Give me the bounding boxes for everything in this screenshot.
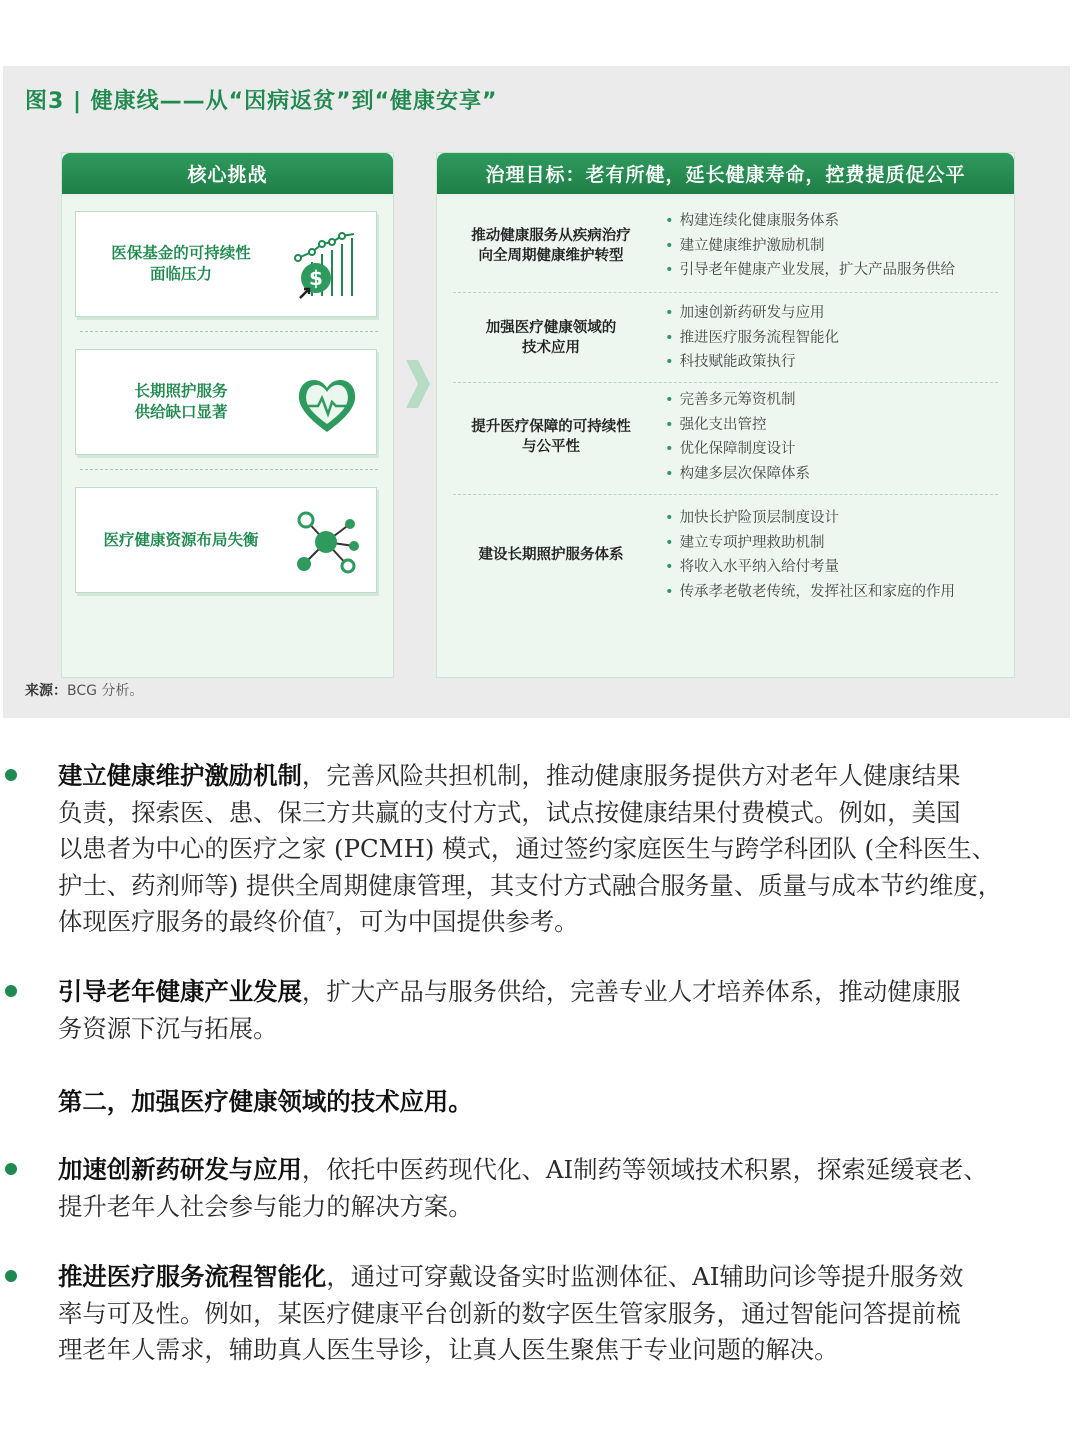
challenges-header: 核心挑战 [62, 153, 393, 197]
paragraph-incentive: 建立健康维护激励机制，完善风险共担机制，推动健康服务提供方对老年人健康结果 负责，探索医、患、保三方共赢的支付方式，试点按健康结果付费模式。例如，美国 以患者为中心的医疗之家 (PCMH) 模式，通过签约家庭医生与跨学科团队 (全科医生、 护士、药剂师等) 提供全周期健康管理，其支付方式融合服务量、质量与成本节约维度， 体现医疗服务的最终价值$^7$，可为中国提供参考。 [58, 761, 1003, 936]
source-label: 来源： [25, 683, 67, 699]
list-item: • 强化支出管控 [665, 416, 767, 433]
challenge-text: 医疗健康资源布局失衡 [103, 530, 259, 549]
divider [80, 469, 378, 470]
chevron-right-icon [402, 358, 432, 410]
figure-panel [3, 66, 1070, 718]
goal-title: 推动健康服务从疾病治疗 向全周期健康维护转型 [471, 228, 631, 264]
goal-items [665, 301, 839, 375]
goals-column [436, 152, 1015, 678]
goal-title: 建设长期照护服务体系 [478, 547, 624, 563]
challenge-card-fund [75, 211, 377, 317]
list-item: • 构建连续化健康服务体系 [665, 213, 840, 230]
challenge-card-resources [75, 487, 377, 593]
list-item: • 加速创新药研发与应用 [665, 305, 825, 322]
footnote-ref[interactable]: 7 [326, 909, 335, 925]
bullet-dot [5, 1163, 17, 1175]
list-item: • 建立健康维护激励机制 [665, 237, 825, 254]
goal-title: 加强医疗健康领域的 技术应用 [485, 320, 617, 356]
network-icon [292, 508, 362, 578]
paragraph-industry: 引导老年健康产业发展，扩大产品与服务供给，完善专业人才培养体系，推动健康服 务资源下沉与拓展。 [58, 977, 961, 1043]
money-growth-icon [292, 232, 362, 302]
paragraph-lead: 推进医疗服务流程智能化 [58, 1262, 327, 1291]
figure-title: 图3 | 健康线——从“因病返贫”到“健康安享” [25, 89, 498, 114]
list-item: • 科技赋能政策执行 [665, 354, 796, 371]
list-item: • 优化保障制度设计 [665, 441, 796, 457]
goal-row [437, 295, 1014, 381]
goal-items [665, 209, 955, 283]
paragraph-lead: 引导老年健康产业发展 [58, 977, 302, 1006]
list-item: • 加快长护险顶层制度设计 [665, 510, 840, 526]
goal-items [665, 506, 955, 604]
goal-title: 提升医疗保障的可持续性 与公平性 [471, 419, 631, 455]
divider [80, 331, 378, 332]
list-item: • 构建多层次保障体系 [665, 465, 811, 482]
source-text: BCG 分析。 [67, 683, 144, 699]
list-item: • 引导老年健康产业发展，扩大产品服务供给 [665, 262, 956, 279]
figure-source [25, 680, 143, 700]
goal-row [437, 499, 1014, 611]
svg-text:$: $ [309, 266, 323, 290]
paragraph-lead: 建立健康维护激励机制 [58, 761, 302, 790]
bullet-dot [5, 769, 17, 781]
challenges-column [61, 152, 394, 678]
divider [453, 382, 998, 383]
section-heading: 第二，加强医疗健康领域的技术应用。 [58, 1087, 473, 1116]
paragraph-drug-rd: 加速创新药研发与应用，依托中医药现代化、AI制药等领域技术积累，探索延缓衰老、 提升老年人社会参与能力的解决方案。 [58, 1155, 988, 1221]
goal-row [437, 203, 1014, 289]
list-item: • 推进医疗服务流程智能化 [665, 329, 840, 346]
paragraph-lead: 加速创新药研发与应用 [58, 1155, 302, 1184]
list-item: • 完善多元筹资机制 [665, 392, 796, 408]
list-item: • 建立专项护理救助机制 [665, 534, 825, 551]
bullet-dot [5, 1270, 17, 1282]
goal-row [437, 385, 1014, 489]
challenge-text: 医保基金的可持续性 面临压力 [111, 244, 251, 283]
challenge-card-care [75, 349, 377, 455]
list-item: • 传承孝老敬老传统，发挥社区和家庭的作用 [665, 583, 956, 600]
list-item: • 将收入水平纳入给付考量 [665, 559, 840, 575]
heart-pulse-icon [292, 370, 362, 440]
challenge-text: 长期照护服务 供给缺口显著 [134, 382, 228, 421]
goal-items [665, 388, 810, 486]
divider [453, 494, 998, 495]
goals-header: 治理目标：老有所健，延长健康寿命，控费提质促公平 [437, 153, 1014, 197]
bullet-dot [5, 985, 17, 997]
paragraph-smart-service: 推进医疗服务流程智能化，通过可穿戴设备实时监测体征、AI辅助问诊等提升服务效 率与可及性。例如，某医疗健康平台创新的数字医生管家服务，通过智能问答提前梳 理老年人需求，辅助真人医生导诊，让真人医生聚焦于专业问题的解决。 [58, 1262, 964, 1364]
divider [453, 292, 998, 293]
